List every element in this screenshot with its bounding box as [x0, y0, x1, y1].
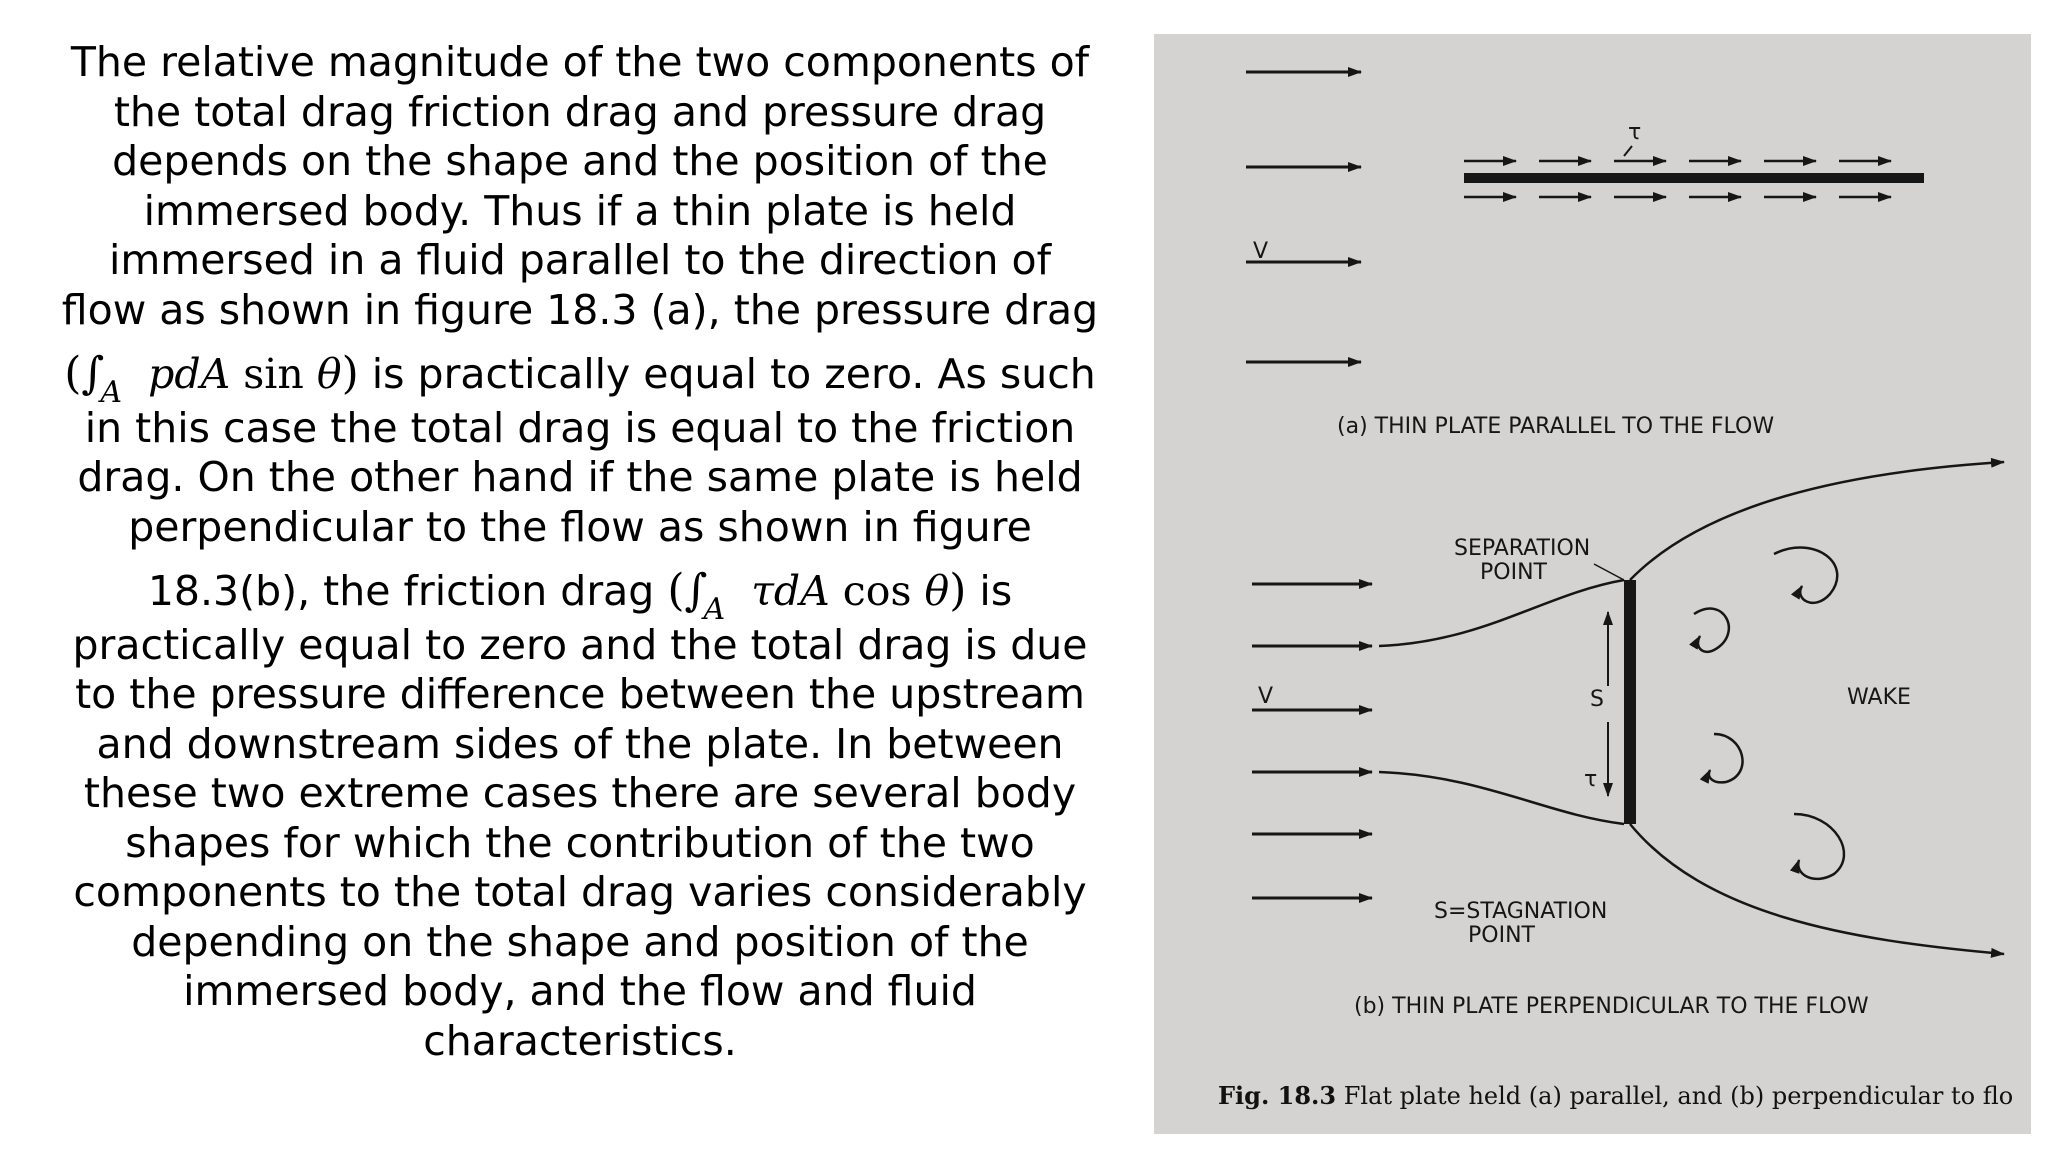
- integral-close: ): [949, 565, 967, 616]
- stagnation-label: S=STAGNATION: [1434, 899, 1608, 924]
- thin-plate-perpendicular: [1624, 580, 1636, 824]
- formula-expr: pdA: [148, 350, 231, 398]
- paragraph-line: immersed body, and the flow and fluid: [183, 967, 977, 1015]
- paragraph-line: components to the total drag varies considerably: [73, 868, 1087, 916]
- paragraph-line-end: is: [966, 567, 1013, 615]
- paragraph-line: characteristics.: [423, 1016, 737, 1065]
- figure-number: Fig. 18.3: [1218, 1081, 1337, 1110]
- paragraph-line: drag. On the other hand if the same plate is held: [77, 453, 1083, 501]
- paragraph-line: practically equal to zero and the total drag is due: [72, 620, 1088, 669]
- paragraph-line-formula-1: [50, 348, 1110, 410]
- formula-expr: τdA: [751, 567, 830, 615]
- paragraph-line: shapes for which the contribution of the two: [125, 818, 1035, 867]
- caption-part-b: (b) THIN PLATE PERPENDICULAR TO THE FLOW: [1354, 994, 1869, 1019]
- paragraph-line: perpendicular to the flow as shown in figure: [128, 502, 1032, 551]
- paragraph-line-formula-2: [50, 565, 1110, 627]
- formula-fn: cos: [842, 567, 912, 615]
- wake-eddies: [1694, 548, 1844, 879]
- paragraph-line: in this case the total drag is equal to the friction: [84, 403, 1076, 452]
- paragraph-line: depends on the shape and the position of the: [112, 137, 1048, 185]
- flat-plate-figure: [1154, 34, 2031, 1134]
- figure-drawing: [1154, 34, 2031, 1134]
- figure-caption: [1218, 1081, 2013, 1110]
- paragraph-line: to the pressure difference between the upstream: [75, 670, 1085, 718]
- body-paragraph: [50, 38, 1110, 1066]
- tau-pointer: [1624, 146, 1632, 156]
- stagnation-label-2: POINT: [1468, 923, 1535, 948]
- thin-plate-parallel: [1464, 173, 1924, 183]
- separation-label-2: POINT: [1480, 560, 1547, 585]
- separation-pointer: [1594, 564, 1624, 580]
- integral-open: (∫: [64, 348, 105, 399]
- paragraph-line: and downstream sides of the plate. In between: [96, 719, 1064, 768]
- formula-fn: sin: [243, 350, 304, 398]
- flow-arrows-a: [1246, 72, 1361, 362]
- integral-subscript: A: [100, 375, 123, 410]
- paragraph-line: immersed in a fluid parallel to the direction of: [108, 236, 1052, 284]
- flow-arrows-b: [1252, 584, 1372, 898]
- paragraph-line: immersed body. Thus if a thin plate is held: [143, 186, 1017, 235]
- shear-stress-label-a: τ: [1628, 120, 1642, 145]
- figure-caption-text: Flat plate held (a) parallel, and (b) perpendicular to flo: [1336, 1082, 2014, 1110]
- velocity-label-a: V: [1253, 239, 1269, 264]
- paragraph-line: the total drag friction drag and pressure drag: [113, 87, 1047, 136]
- separation-label: SEPARATION: [1454, 536, 1591, 561]
- paragraph-line-rest: is practically equal to zero. As such: [358, 350, 1096, 398]
- wake-label: WAKE: [1847, 685, 1911, 710]
- integral-open: (∫: [667, 565, 708, 616]
- paragraph-line: these two extreme cases there are several body: [83, 769, 1077, 817]
- integral-close: ): [341, 348, 359, 399]
- paragraph-line-start: 18.3(b), the friction drag: [147, 567, 668, 615]
- shear-stress-label-b: τ: [1584, 767, 1598, 792]
- paragraph-line: depending on the shape and position of the: [131, 917, 1029, 966]
- formula-var: θ: [316, 350, 342, 398]
- stagnation-point-label: S: [1590, 687, 1604, 712]
- velocity-label-b: V: [1258, 684, 1274, 709]
- formula-var: θ: [924, 567, 950, 615]
- integral-subscript: A: [703, 592, 726, 627]
- caption-part-a: (a) THIN PLATE PARALLEL TO THE FLOW: [1337, 414, 1775, 439]
- paragraph-line: The relative magnitude of the two components of: [70, 38, 1090, 86]
- paragraph-line: flow as shown in figure 18.3 (a), the pressure drag: [61, 285, 1099, 334]
